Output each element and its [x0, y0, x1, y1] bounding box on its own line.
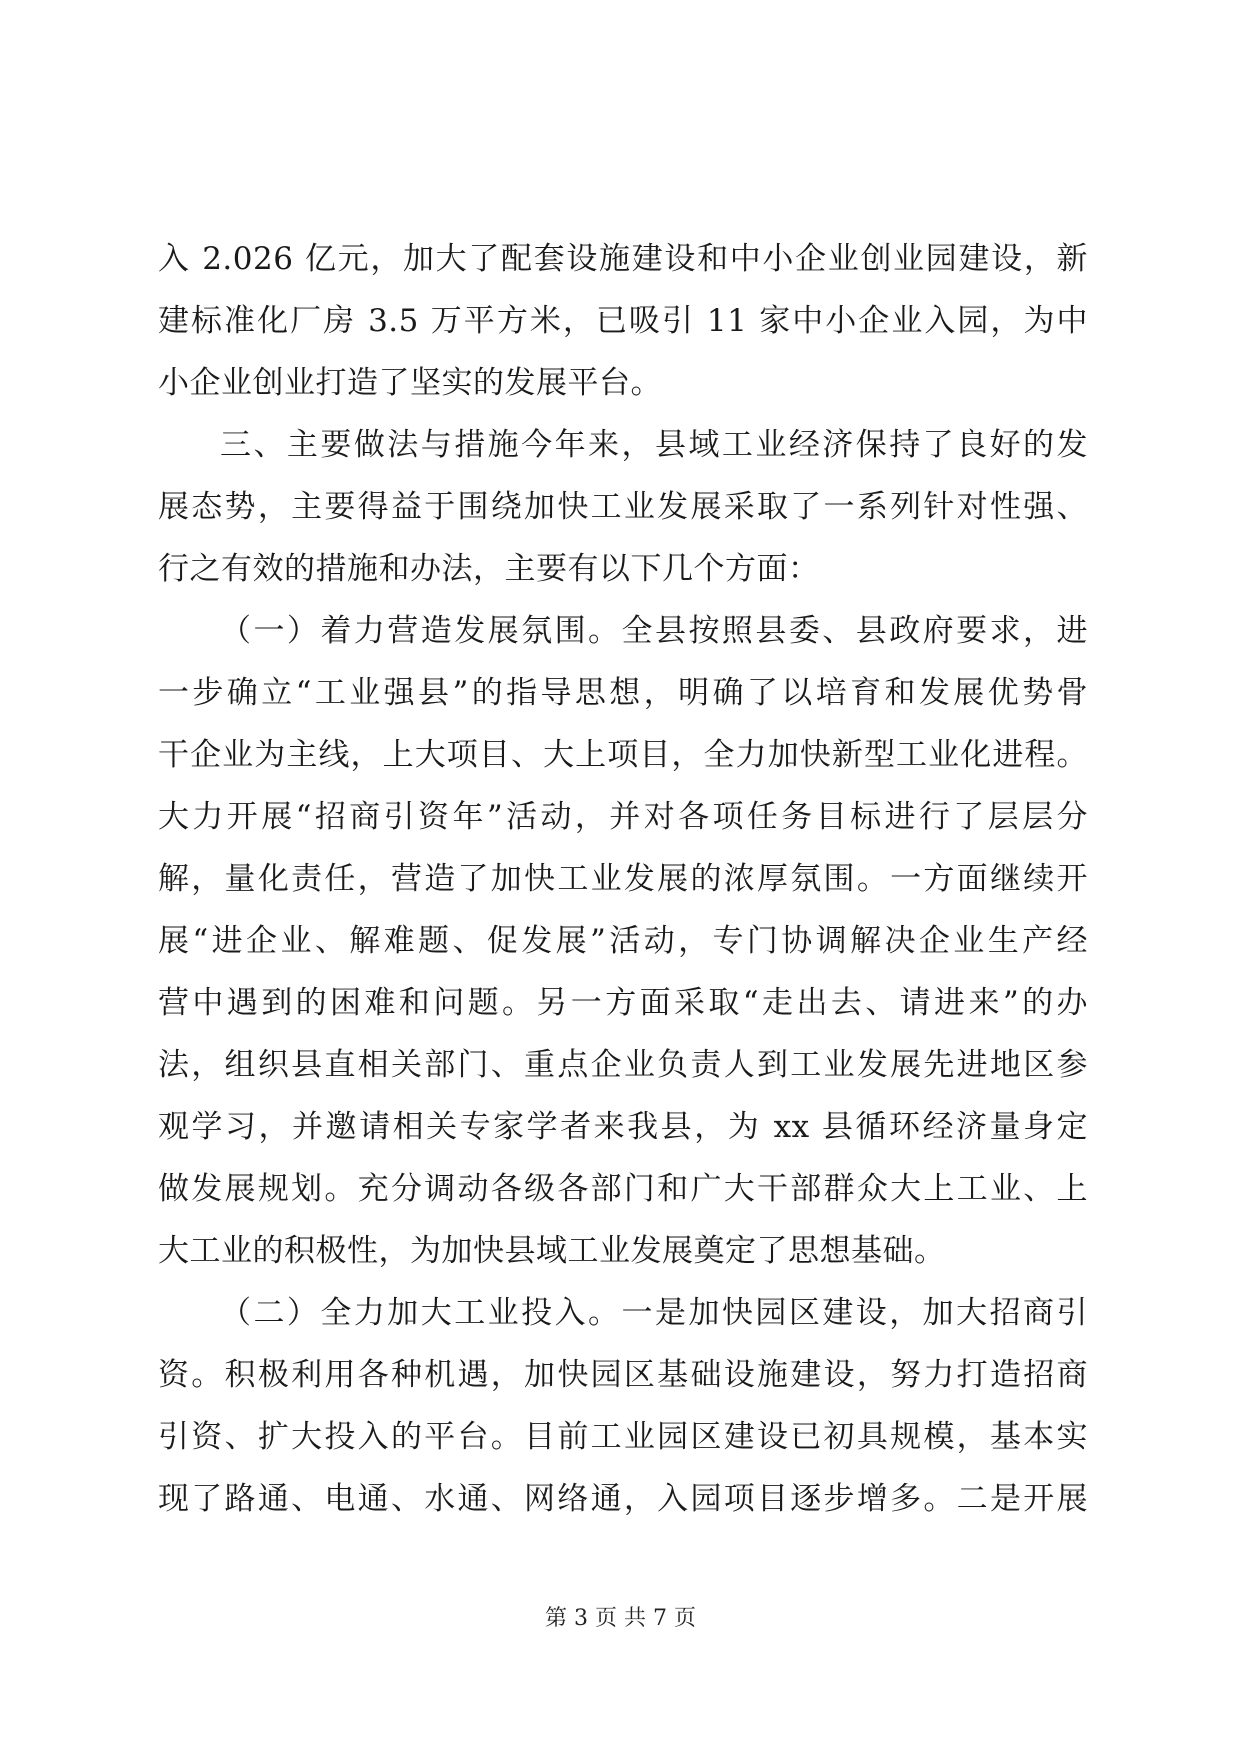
text-line: 建标准化厂房 3.5 万平方米，已吸引 11 家中小企业入园，为中 — [158, 303, 1088, 339]
text-line: 引资、扩大投入的平台。目前工业园区建设已初具规模，基本实 — [158, 1419, 1088, 1455]
text-line: 展态势，主要得益于围绕加快工业发展采取了一系列针对性强、 — [158, 489, 1088, 525]
text-line: 干企业为主线，上大项目、大上项目，全力加快新型工业化进程。 — [158, 737, 1088, 773]
text-line: 观学习，并邀请相关专家学者来我县，为 xx 县循环经济量身定 — [158, 1109, 1088, 1145]
text-line: 行之有效的措施和办法，主要有以下几个方面： — [158, 551, 820, 587]
page-footer — [0, 1604, 1241, 1634]
text-line: 营中遇到的困难和问题。另一方面采取“走出去、请进来”的办 — [158, 985, 1088, 1021]
text-line: （一）着力营造发展氛围。全县按照县委、县政府要求，进 — [220, 613, 1088, 649]
text-line: 小企业创业打造了坚实的发展平台。 — [158, 365, 662, 401]
text-line: 资。积极利用各种机遇，加快园区基础设施建设，努力打造招商 — [158, 1357, 1088, 1393]
text-line: 做发展规划。充分调动各级各部门和广大干部群众大上工业、上 — [158, 1171, 1088, 1207]
text-line: 一步确立“工业强县”的指导思想，明确了以培育和发展优势骨 — [158, 675, 1088, 711]
text-line: 法，组织县直相关部门、重点企业负责人到工业发展先进地区参 — [158, 1047, 1088, 1083]
page-number: 第 3 页 共 7 页 — [545, 1606, 696, 1631]
body-text — [158, 228, 1088, 1530]
text-line: 三、主要做法与措施今年来，县域工业经济保持了良好的发 — [220, 427, 1088, 463]
text-line: 入 2.026 亿元，加大了配套设施建设和中小企业创业园建设，新 — [158, 241, 1088, 277]
text-line: 大工业的积极性，为加快县域工业发展奠定了思想基础。 — [158, 1233, 946, 1269]
text-line: 大力开展“招商引资年”活动，并对各项任务目标进行了层层分 — [158, 799, 1088, 835]
text-line: 展“进企业、解难题、促发展”活动，专门协调解决企业生产经 — [158, 923, 1088, 959]
text-line: （二）全力加大工业投入。一是加快园区建设，加大招商引 — [220, 1295, 1088, 1331]
text-line: 解，量化责任，营造了加快工业发展的浓厚氛围。一方面继续开 — [158, 861, 1088, 897]
text-line: 现了路通、电通、水通、网络通，入园项目逐步增多。二是开展 — [158, 1481, 1088, 1517]
